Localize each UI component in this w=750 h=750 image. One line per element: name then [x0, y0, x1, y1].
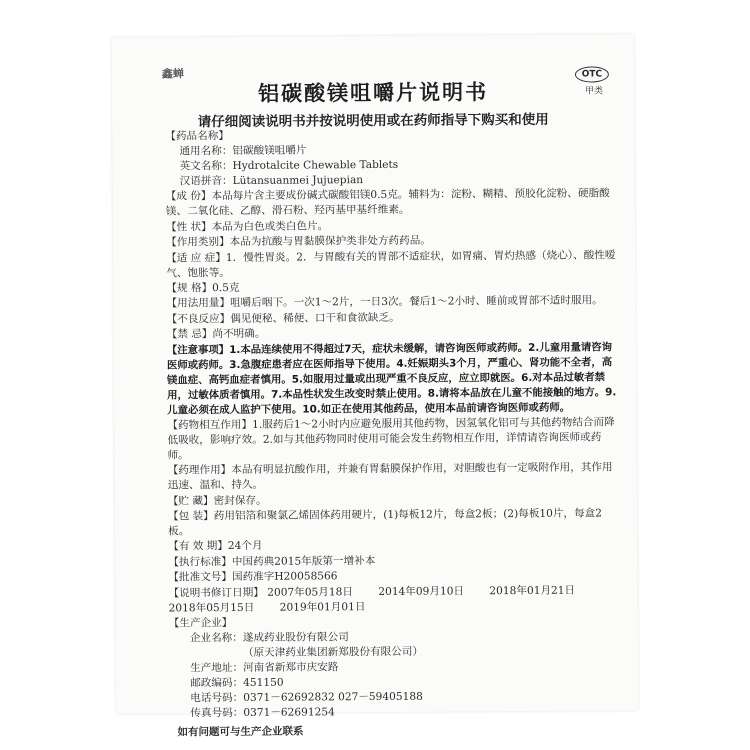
- section-label: 【包 装】: [167, 510, 214, 523]
- revision-date: 2007年05月18日: [267, 585, 353, 599]
- section-label: 【有 效 期】: [168, 540, 228, 553]
- section-label: 【禁 忌】: [166, 328, 213, 341]
- revision-date: 2018年05月15日: [168, 601, 255, 615]
- section-label: 【不良反应】: [166, 312, 231, 326]
- revision-date: 2014年09月10日: [378, 585, 465, 598]
- section-text: 药用铝箔和聚氯乙烯固体药用硬片，(1)每板12片，每盒2板；(2)每板10片，每盒2板。: [168, 507, 603, 538]
- section-label: 【执行标准】: [168, 555, 232, 569]
- section-text: 本品为抗酸与胃黏膜保护类非处方药药品。: [229, 234, 431, 249]
- section-revision-dates: [168, 583, 619, 616]
- section-label: 【药品名称】: [165, 130, 229, 143]
- revision-date: 2018年01月21日: [489, 584, 576, 597]
- generic-name: 通用名称：铝碳酸镁咀嚼片: [179, 144, 307, 158]
- section-item: [167, 340, 619, 418]
- section-manufacturer: [169, 613, 621, 721]
- english-name: 英文名称：Hydrotalcite Chewable Tablets: [179, 158, 399, 173]
- section-item: [166, 248, 617, 281]
- section-drug-name: [165, 126, 616, 189]
- footer-note: 如有问题可与生产企业联系: [177, 725, 304, 739]
- company-postcode: 451150: [243, 676, 284, 689]
- section-text: 尚不明确。: [212, 327, 266, 341]
- field-key: 邮政编码：: [190, 676, 244, 690]
- document-title: 铝碳酸镁咀嚼片说明书: [257, 80, 489, 106]
- section-text: 本品有明显抗酸作用，并兼有胃黏膜保护作用，对胆酸也有一定吸附作用，其作用迅速、温和、持久。: [167, 461, 613, 492]
- section-item: [168, 461, 619, 494]
- section-item: [166, 187, 617, 220]
- company-name: 遂成药业股份有限公司: [242, 631, 349, 644]
- section-label: 【用法用量】: [166, 297, 231, 310]
- section-label: 【批准文号】: [168, 571, 233, 584]
- section-text: 本品每片含主要成份碱式碳酸铝镁0.5克。辅料为：淀粉、糊精、预胶化淀粉、硬脂酸镁、二氧化硅、乙醇、滑石粉、羟丙基甲基纤维素。: [165, 187, 610, 218]
- pinyin-name: 汉语拼音：Lütansuanmei Jujuepian: [179, 174, 364, 188]
- company-fax: 0371－62691254: [243, 706, 335, 719]
- section-label: 【性 状】: [165, 220, 212, 234]
- instruction-sheet: [112, 34, 639, 739]
- company-former-name: （原天津药业集团新郑股份有限公司）: [242, 645, 424, 659]
- section-label: 【规 格】: [166, 282, 213, 295]
- brand-logo: 鑫蝉: [161, 67, 184, 81]
- section-text: 1.本品连续使用不得超过7天，症状未缓解，请咨询医师或药师。2.儿童用量请咨询医师或药师。3.急腹症患者应在医师指导下使用。4.妊娠期头3个月，严重心、肾功能不全者，高镁血症、高钙血症者慎用。5.如服用过量或出现严重不良反应，应立即就医。6.对本品过敏者禁用，过敏体质者慎用。7.本品性状发生改变时禁止使用。8.请将本品放在儿童不能接触的地方。9.儿童必须在成人监护下使用。10.如正在使用其他药品，使用本品前请咨询医师或药师。: [166, 340, 617, 416]
- otc-badge: OTC: [575, 66, 609, 82]
- section-label: 【作用类别】: [166, 236, 230, 249]
- section-text: 国药准字H20058566: [231, 570, 338, 584]
- section-label: 【注意事项】: [166, 343, 230, 356]
- section-text: 密封保存。: [213, 494, 267, 507]
- field-key: 电话号码：: [190, 691, 244, 705]
- section-text: 咀嚼后咽下。一次1～2片，一日3次。餐后1～2小时、睡前或胃部不适时服用。: [230, 294, 603, 310]
- section-list: [166, 187, 620, 586]
- document-body: [165, 126, 620, 740]
- section-label: 【生产企业】: [168, 617, 233, 630]
- section-text: 1．慢性胃炎。2．与胃酸有关的胃部不适症状，如胃痛、胃灼热感（烧心）、酸性嗳气、饱胀等。: [166, 248, 616, 280]
- company-phone: 0371－62692832 027－59405188: [243, 690, 423, 704]
- section-label: 【成 份】: [165, 190, 212, 203]
- section-label: 【适 应 症】: [166, 251, 226, 265]
- section-text: 偶见便秘、稀便、口干和食欲缺乏。: [230, 311, 400, 325]
- otc-class-label: 甲类: [584, 86, 604, 97]
- document-subtitle: 请仔细阅读说明书并按说明使用或在药师指导下购买和使用: [197, 111, 549, 131]
- company-address: 河南省新郑市庆安路: [243, 661, 339, 674]
- section-text: 本品为白色或类白色片。: [211, 220, 329, 233]
- section-text: 24个月: [227, 540, 263, 553]
- field-key: 生产地址：: [190, 661, 244, 675]
- section-label: 【药理作用】: [167, 464, 232, 477]
- section-label: 【药物相互作用】: [167, 418, 253, 432]
- revision-date: 2019年01月01日: [279, 600, 366, 614]
- section-text: 0.5克: [212, 281, 240, 295]
- section-text: 1.服药后1～2小时内应避免服用其他药物，因氢氧化铝可与其他药物结合而降低吸收，影响疗效。2.如与其他药物同时使用可能会发生药物相互作用，详情请咨询医师或药师。: [167, 416, 615, 462]
- section-item: [167, 415, 618, 463]
- section-label: 【说明书修订日期】: [168, 586, 264, 600]
- section-label: 【贮 藏】: [167, 494, 214, 508]
- section-item: [168, 506, 619, 539]
- field-key: 企业名称：: [189, 631, 243, 645]
- section-text: 中国药典2015年版第一增补本: [231, 554, 376, 568]
- field-key: 传真号码：: [190, 706, 244, 720]
